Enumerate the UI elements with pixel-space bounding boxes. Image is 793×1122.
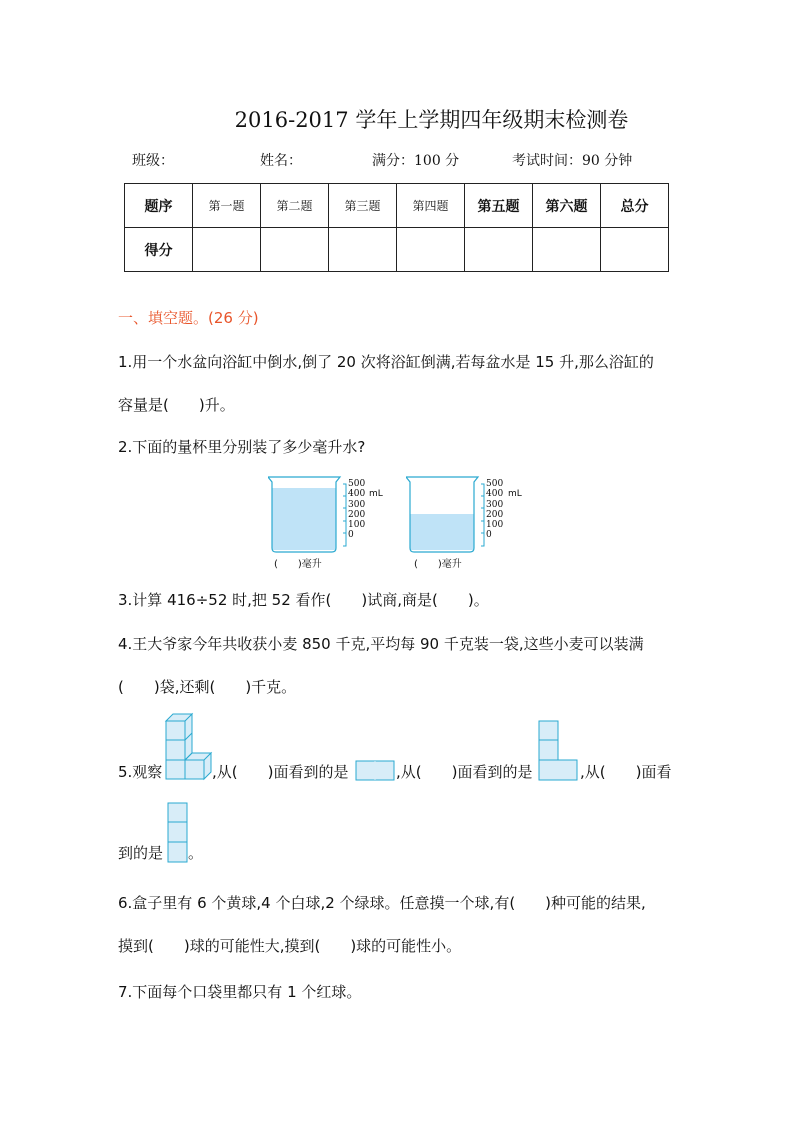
front-view-figure (355, 760, 397, 782)
score-cell (329, 228, 397, 272)
table-cell: 第五题 (465, 184, 533, 228)
tick-label: 300 (486, 499, 504, 510)
section-heading: 一、填空题。(26 分) (118, 309, 259, 327)
score-table (124, 183, 669, 272)
table-header-row (125, 184, 669, 228)
score-cell (465, 228, 533, 272)
table-cell: 第一题 (193, 184, 261, 228)
question-5 (118, 762, 162, 782)
q5-text: 5.观察 (118, 763, 163, 781)
class-label: 班级： (132, 153, 174, 169)
table-cell: 得分 (125, 228, 193, 272)
tick-label: 0 (348, 530, 354, 541)
table-cell: 总分 (601, 184, 669, 228)
score-cell (533, 228, 601, 272)
q5-text: ,从( )面看到的是 (212, 763, 349, 781)
tick-label: 500 (348, 479, 366, 489)
question-2: 2.下面的量杯里分别装了多少毫升水? (118, 438, 366, 456)
question-4-cont: ( )袋,还剩( )千克。 (118, 678, 297, 696)
name-label: 姓名： (260, 153, 302, 169)
exam-time: 考试时间：90 分钟 (512, 153, 633, 169)
tick-label: 300 (348, 499, 366, 510)
question-6: 6.盒子里有 6 个黄球,4 个白球,2 个绿球。任意摸一个球,有( )种可能的结果, (118, 894, 646, 912)
tick-label: 100 (348, 520, 366, 531)
side-view-figure (538, 720, 580, 782)
question-6-cont: 摸到( )球的可能性大,摸到( )球的可能性小。 (118, 937, 462, 955)
q5-text: ,从( )面看到的是 (396, 763, 533, 781)
scale-labels-2 (486, 479, 503, 541)
tick-label: 400 (486, 489, 504, 500)
tick-label: 200 (486, 509, 504, 520)
tick-label: 200 (348, 509, 366, 520)
table-cell: 第四题 (397, 184, 465, 228)
table-cell: 题序 (125, 184, 193, 228)
question-1: 1.用一个水盆向浴缸中倒水,倒了 20 次将浴缸倒满,若每盆水是 15 升,那么浴缸的 (118, 353, 654, 371)
scale-labels-1 (348, 479, 365, 541)
beaker-caption: ( )毫升 (414, 559, 462, 570)
unit-label: mL (508, 489, 522, 499)
question-1-cont: 容量是( )升。 (118, 396, 235, 414)
tick-label: 0 (486, 530, 492, 541)
full-score: 满分：100 分 (372, 153, 460, 169)
top-view-figure (167, 802, 189, 864)
table-cell: 第六题 (533, 184, 601, 228)
unit-label: mL (369, 489, 383, 499)
score-cell (601, 228, 669, 272)
q5-text: ,从( )面看 (580, 763, 672, 781)
score-cell (397, 228, 465, 272)
page-title: 2016-2017 学年上学期四年级期末检测卷 (234, 108, 629, 132)
score-cell (261, 228, 329, 272)
cube-stack-figure (164, 711, 214, 781)
q5-text: 到的是 (118, 844, 164, 862)
question-3: 3.计算 416÷52 时,把 52 看作( )试商,商是( )。 (118, 591, 489, 609)
question-7: 7.下面每个口袋里都只有 1 个红球。 (118, 983, 362, 1001)
score-cell (193, 228, 261, 272)
tick-label: 100 (486, 520, 504, 531)
table-row (125, 228, 669, 272)
table-cell: 第三题 (329, 184, 397, 228)
tick-label: 500 (486, 479, 504, 489)
q5-text: 。 (188, 844, 204, 862)
question-4: 4.王大爷家今年共收获小麦 850 千克,平均每 90 千克装一袋,这些小麦可以装满 (118, 635, 644, 653)
tick-label: 400 (348, 489, 366, 500)
beaker-caption: ( )毫升 (274, 559, 322, 570)
table-cell: 第二题 (261, 184, 329, 228)
